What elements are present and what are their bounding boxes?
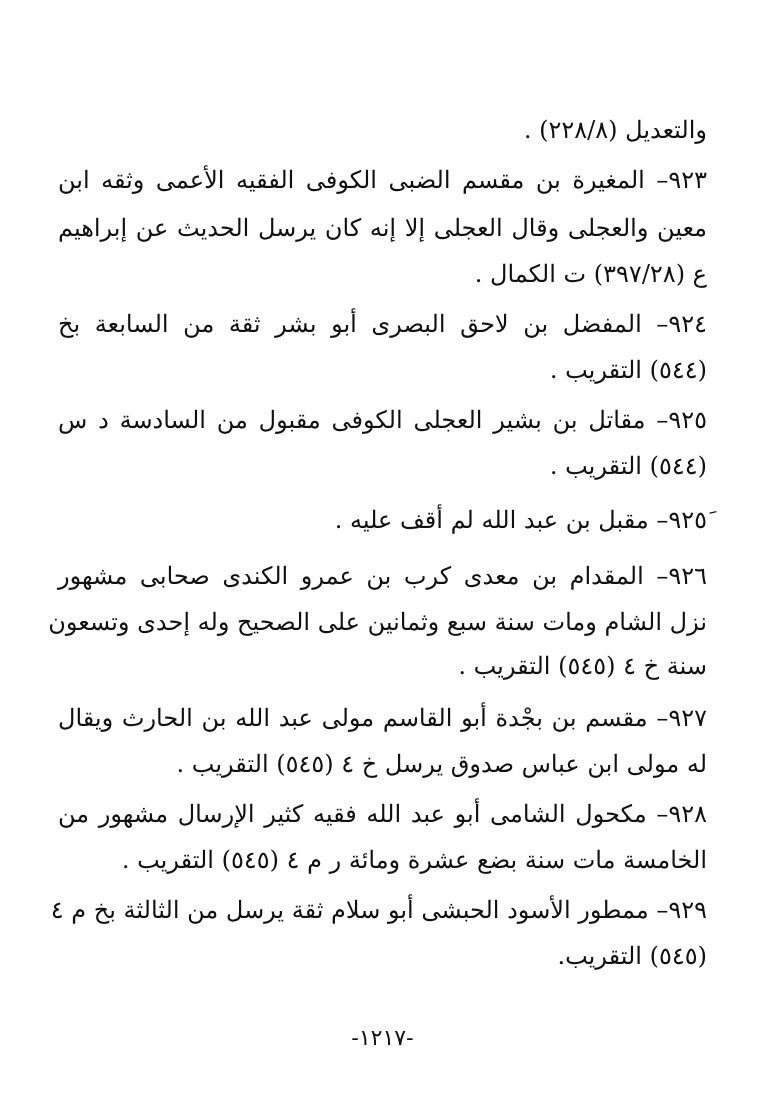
entry-926-line-1: ٩٢٦– المقدام بن معدى كرب بن عمرو الكندى صحابى مشهور [58,562,708,590]
entry-923-line-3: ع (٣٩٧/٢٨) ت الكمال . [474,260,707,288]
entry-929-line-2: (٥٤٥) التقريب. [557,942,707,970]
entry-923-line-2: معين والعجلى وقال العجلى إلا إنه كان يرسل الحديث عن إبراهيم [58,214,707,242]
page-number: -١٢١٧- [351,1026,414,1051]
text-line-1: والتعديل (٢٢٨/٨) . [523,116,707,144]
entry-927-line-1: ٩٢٧– مقسم بن بجْدة أبو القاسم مولى عبد الله بن الحارث ويقال [58,704,707,732]
entry-925-line-2: (٥٤٤) التقريب . [549,452,707,480]
entry-928-line-2: الخامسة مات سنة بضع عشرة ومائة ر م ٤ (٥٤٥) التقريب . [121,846,707,874]
entry-929-line-1: ٩٢٩– ممطور الأسود الحبشى أبو سلام ثقة يرسل من الثالثة بخ م ٤ [50,896,707,924]
entry-926-line-3: سنة خ ٤ (٥٤٥) التقريب . [458,652,707,680]
entry-925b-line-1: ٩٢٥َ– مقبل بن عبد الله لم أقف عليه . [334,506,707,534]
entry-925-line-1: ٩٢٥– مقاتل بن بشير العجلى الكوفى مقبول من السادسة د س [58,406,707,434]
entry-923-line-1: ٩٢٣– المغيرة بن مقسم الضبى الكوفى الفقيه الأعمى وثقه ابن [58,166,707,194]
entry-926-line-2: نزل الشام ومات سنة سبع وثمانين على الصحيح وله إحدى وتسعون [48,608,707,636]
entry-924-line-2: (٥٤٤) التقريب . [549,356,707,384]
entry-927-line-2: له مولى ابن عباس صدوق يرسل خ ٤ (٥٤٥) التقريب . [176,750,707,778]
entry-924-line-1: ٩٢٤– المفضل بن لاحق البصرى أبو بشر ثقة من السابعة بخ [58,310,707,338]
entry-928-line-1: ٩٢٨– مكحول الشامى أبو عبد الله فقيه كثير الإرسال مشهور من [58,800,707,828]
